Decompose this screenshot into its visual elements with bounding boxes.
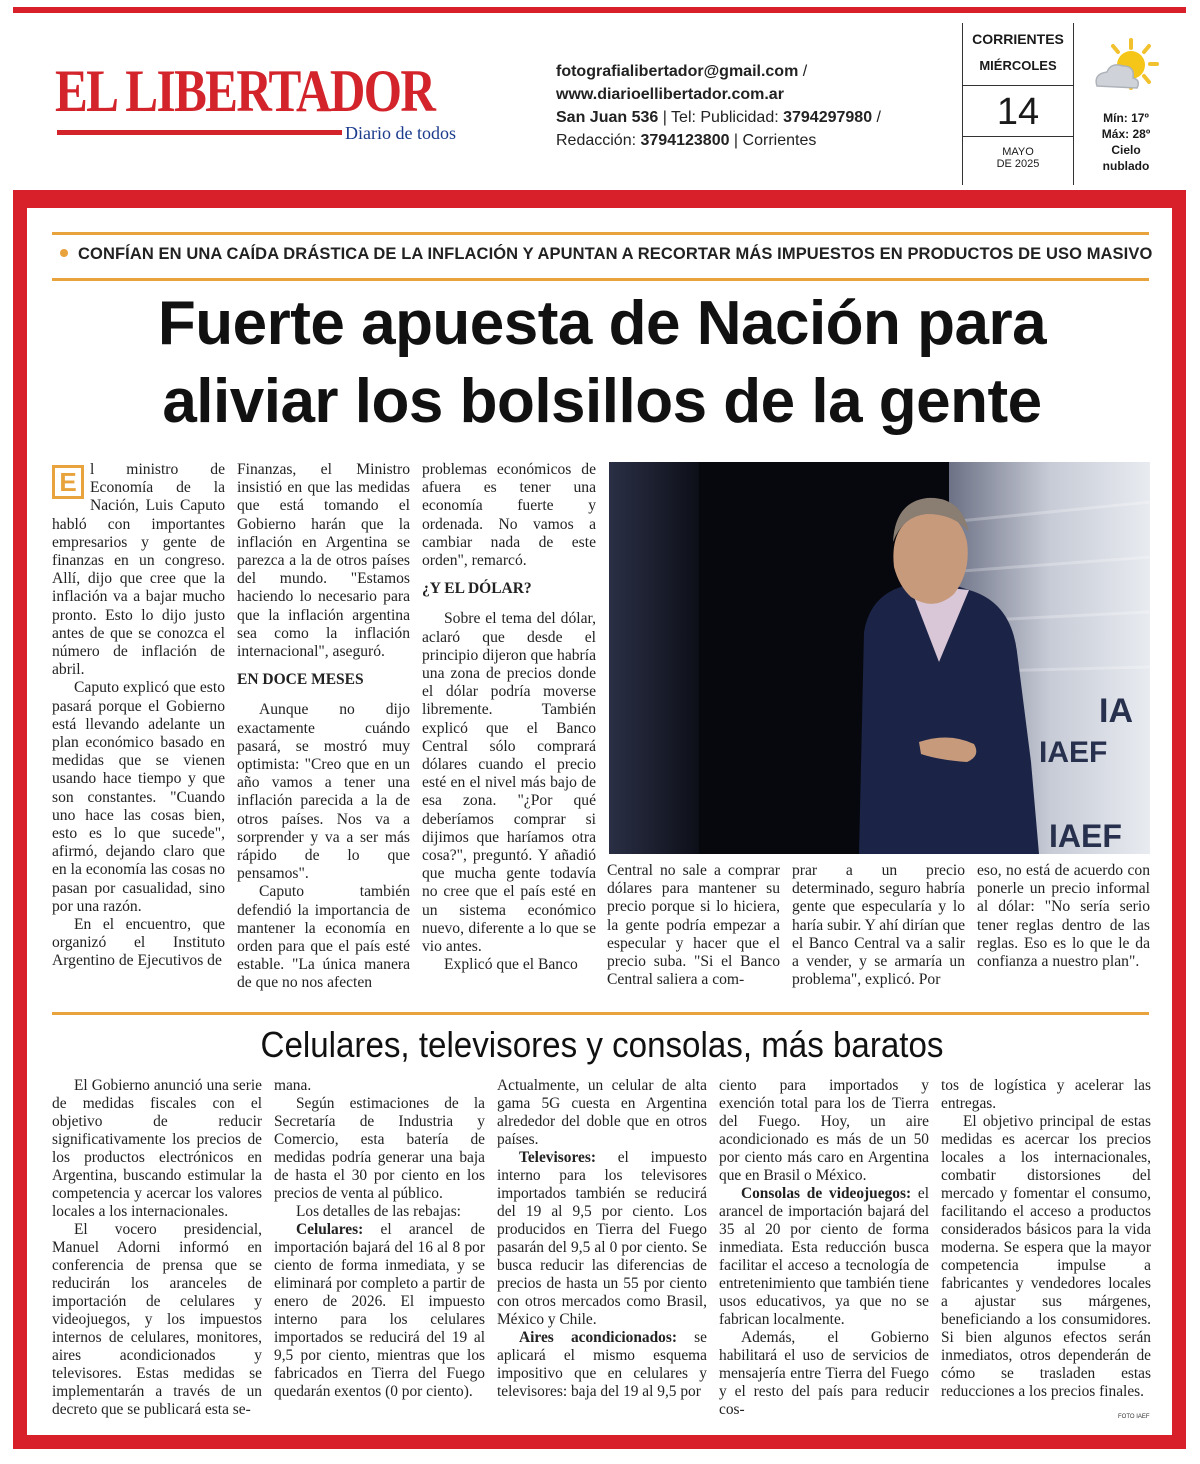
article-headline[interactable] <box>52 285 1152 441</box>
paragraph: Central no sale a comprar dólares para mantener su precio porque si lo hiciera, la gente podría empezar a especular y hacer que el precio suba. "Si el Banco Central saliera a com- <box>607 862 780 989</box>
kicker-rule-bottom <box>52 278 1149 281</box>
article-column-6 <box>977 862 1150 971</box>
contact-newsroom-label: Redacción: <box>556 132 641 149</box>
paragraph: El objetivo principal de estas medidas es acercar los precios locales a los internacionales, combatir distorsiones del mercado y fomentar el consumo, facilitando el acceso a productos considerados básicos para la vida moderna. Se espera que la mayor competencia impulse a fabricantes y vendedores locales a ajustar sus márgenes, beneficiando a los consumidores. Si bien algunos efectos serán inmediatos, otros dependerán de cómo se trasladen estas reducciones a los precios finales. <box>941 1113 1151 1400</box>
date-day: 14 <box>963 85 1073 137</box>
logo-name: EL LIBERTADOR <box>55 58 435 124</box>
article-kicker <box>60 245 1153 264</box>
partly-cloudy-icon <box>1087 36 1165 104</box>
paragraph: Caputo también defendió la importancia de mantener la economía en orden para que el país esté estable. "La única manera de que no nos afecten <box>237 883 410 992</box>
paragraph: Según estimaciones de la Secretaría de Industria y Comercio, esta batería de medidas podría generar una baja de hasta el 30 por ciento en los precios de venta al público. <box>274 1095 485 1202</box>
paragraph: En el encuentro, que organizó el Instituto Argentino de Ejecutivos de <box>52 916 225 970</box>
paragraph: ciento para importados y exención total para los de Tierra del Fuego. Hoy, un aire acondicionado es más de un 50 por ciento más caro en Argentina que en Brasil o México. <box>719 1077 929 1184</box>
contact-sep: / <box>798 63 808 80</box>
dropcap: E <box>52 465 84 499</box>
photo-logo-text: IA <box>1099 692 1133 730</box>
weather-widget <box>1086 36 1166 186</box>
article2-column-1 <box>52 1077 262 1419</box>
paragraph: Consolas de videojuegos: el arancel de importación bajará del 35 al 20 por ciento de forma inmediata. Esta reducción busca facilitar el acceso a tecnología de entretenimiento que también tiene usos educativos, ya que no se fabrican localmente. <box>719 1185 929 1328</box>
contact-address: San Juan 536 <box>556 109 659 126</box>
paragraph: Televisores: el impuesto interno para los televisores importados también se reducirá del 19 al 9,5 por ciento. Los producidos en Tierra del Fuego pasarán del 9,5 al 0 por ciento. Se busca reducir las diferencias de precios de hasta un 55 por ciento con otros mercados como Brasil, México y Chile. <box>497 1149 707 1328</box>
paragraph: Explicó que el Banco <box>444 956 578 974</box>
logo-underline <box>57 130 342 135</box>
paragraph: problemas económicos de afuera es tener una economía fuerte y ordenada. No vamos a cambiar nada de este orden", remarcó. <box>422 461 596 570</box>
article-column-3 <box>422 461 596 974</box>
date-weekday: MIÉRCOLES <box>979 58 1057 73</box>
section-separator <box>52 1012 1149 1015</box>
date-year: DE 2025 <box>996 158 1040 170</box>
contact-city: | Corrientes <box>729 132 817 149</box>
weather-max: Máx: 28º <box>1101 127 1151 141</box>
bold-lead: Televisores: <box>519 1149 596 1166</box>
subheading: ¿Y EL DÓLAR? <box>422 580 532 598</box>
masthead-red-band <box>13 190 1186 208</box>
article-column-2 <box>237 461 410 993</box>
contact-email[interactable]: fotografialibertador@gmail.com <box>556 63 799 80</box>
paragraph: Caputo explicó que esto pasará porque el Gobierno está llevando adelante un plan económico basado en medidas que se vienen usando hace tiempo y que son constantes. "Cuando uno hace las cosas bien, esto es lo que sucede", afirmó, dejando claro que en la economía las cosas no pasan por casualidad, sino por una razón. <box>52 679 225 915</box>
bold-lead: Celulares: <box>296 1221 364 1238</box>
paragraph: Actualmente, un celular de alta gama 5G cuesta en Argentina alrededor del doble que en otros países. <box>497 1077 707 1148</box>
photo-logo-text: IAEF <box>1039 736 1108 769</box>
article-column-5 <box>792 862 965 989</box>
article2-column-2 <box>274 1077 485 1401</box>
weather-min: Mín: 17º <box>1103 111 1149 125</box>
paragraph: l ministro de Economía de la Nación, Luis Caputo habló con importantes empresarios y gente de finanzas en un congreso. Allí, dijo que cree que la inflación va a bajar mucho pronto. Esto lo dijo justo antes de que se conozca el número de inflación de abril. <box>52 461 225 679</box>
contact-website[interactable]: www.diarioellibertador.com.ar <box>556 86 784 103</box>
photo-credit: FOTO IAEF <box>1118 1414 1150 1420</box>
subheading: EN DOCE MESES <box>237 671 364 689</box>
article-column-1 <box>52 461 225 971</box>
paragraph: Sobre el tema del dólar, aclaró que desde el principio dijeron que habría una zona de precios donde el dólar podría moverse libremente. También explicó que el Banco Central sólo comprará dólares cuando el precio esté en el nivel más bajo de esa zona. "¿Por qué deberíamos comprar si dijimos que haríamos otra cosa?", preguntó. Y añadió que mucha gente todavía no cree que el país esté en un sistema económico nuevo, diferente a lo que se vio antes. <box>422 610 596 956</box>
paragraph: Celulares: el arancel de importación bajará del 16 al 8 por ciento de forma inmediata, y se eliminará por completo a partir de enero de 2026. El impuesto interno para los celulares importados se reducirá del 19 al 9,5 por ciento, mientras que los fabricados en Tierra del Fuego quedarán exentos (0 por ciento). <box>274 1221 485 1400</box>
paragraph: El Gobierno anunció una serie de medidas fiscales con el objetivo de reducir significativamente los precios de los productos electrónicos en Argentina, buscando estimular la competencia y acercar los valores locales a los internacionales. <box>52 1077 262 1220</box>
paragraph: Además, el Gobierno habilitará el uso de servicios de mensajería entre Tierra del Fuego y el resto del país para reducir cos- <box>719 1329 929 1418</box>
date-month: MAYO <box>1002 146 1034 158</box>
paragraph: Aunque no dijo exactamente cuándo pasará, se mostró muy optimista: "Creo que en un año vamos a tener una inflación parecida a la de otros países. Nos va a sorprender y va a ser más rápido de lo que pensamos". <box>237 701 410 883</box>
article2-headline[interactable]: Celulares, televisores y consolas, más baratos <box>260 1024 944 1065</box>
kicker-rule-top <box>52 232 1149 235</box>
weather-desc-1: Cielo <box>1111 143 1141 157</box>
paragraph: Finanzas, el Ministro insistió en que las medidas que está tomando el Gobierno harán que la inflación en Argentina se parezca a la de otros países del mundo. "Estamos haciendo lo necesario para que la inflación argentina sea como la inflación internacional", aseguró. <box>237 461 410 661</box>
paragraph: eso, no está de acuerdo con ponerle un precio informal al dólar: "No sería serio tener reglas dentro de las reglas. Eso es lo que le da confianza a nuestro plan". <box>977 862 1150 971</box>
article2-column-4 <box>719 1077 929 1419</box>
bold-lead: Aires acondicionados: <box>519 1329 677 1346</box>
paragraph: mana. <box>274 1077 312 1094</box>
kicker-dot-icon <box>60 249 68 257</box>
date-box <box>962 23 1074 185</box>
paragraph: El vocero presidencial, Manuel Adorni informó en conferencia de prensa que se reducirán los aranceles de importación de celulares y videojuegos, y los impuestos internos de celulares, monitores, aires acondicionados y televisores. Estas medidas se implementarán a través de un decreto que se publicará esta se- <box>52 1221 262 1418</box>
paragraph: Aires acondicionados: se aplicará el mismo esquema impositivo que en celulares y televisores: baja del 19 al 9,5 por <box>497 1329 708 1400</box>
logo-tagline: Diario de todos <box>345 123 456 143</box>
article2-column-3 <box>497 1077 707 1401</box>
headline-line: Fuerte apuesta de Nación para <box>157 289 1047 358</box>
contact-sep: / <box>872 109 881 126</box>
top-red-rule <box>13 7 1186 13</box>
paragraph: Los detalles de las rebajas: <box>296 1203 461 1220</box>
article-column-4 <box>607 862 780 989</box>
photo-illustration <box>609 462 1150 854</box>
contact-tel-label: | Tel: Publicidad: <box>658 109 784 126</box>
bold-lead: Consolas de videojuegos: <box>741 1185 912 1202</box>
photo-logo-text: IAEF <box>1049 818 1122 854</box>
contact-tel-ads: 3794297980 <box>783 109 873 126</box>
date-city: CORRIENTES <box>972 31 1064 47</box>
paragraph: prar a un precio determinado, seguro habría gente que especularía y lo haría subir. Y ahí dirían que el Banco Central va a salir a vender, y se armaría un problema", explicó. Por <box>792 862 965 989</box>
masthead-logo[interactable] <box>55 60 475 150</box>
kicker-text: CONFÍAN EN UNA CAÍDA DRÁSTICA DE LA INFLACIÓN Y APUNTAN A RECORTAR MÁS IMPUESTOS EN PRODUCTOS DE USO MASIVO <box>78 245 1153 263</box>
article2-column-5 <box>941 1077 1151 1401</box>
contact-block <box>556 60 881 152</box>
weather-desc-2: nublado <box>1102 159 1150 173</box>
paragraph: tos de logística y acelerar las entregas. <box>941 1077 1151 1112</box>
article-photo[interactable] <box>609 462 1150 854</box>
headline-line: aliviar los bolsillos de la gente <box>162 367 1042 436</box>
contact-tel-newsroom: 3794123800 <box>640 132 730 149</box>
